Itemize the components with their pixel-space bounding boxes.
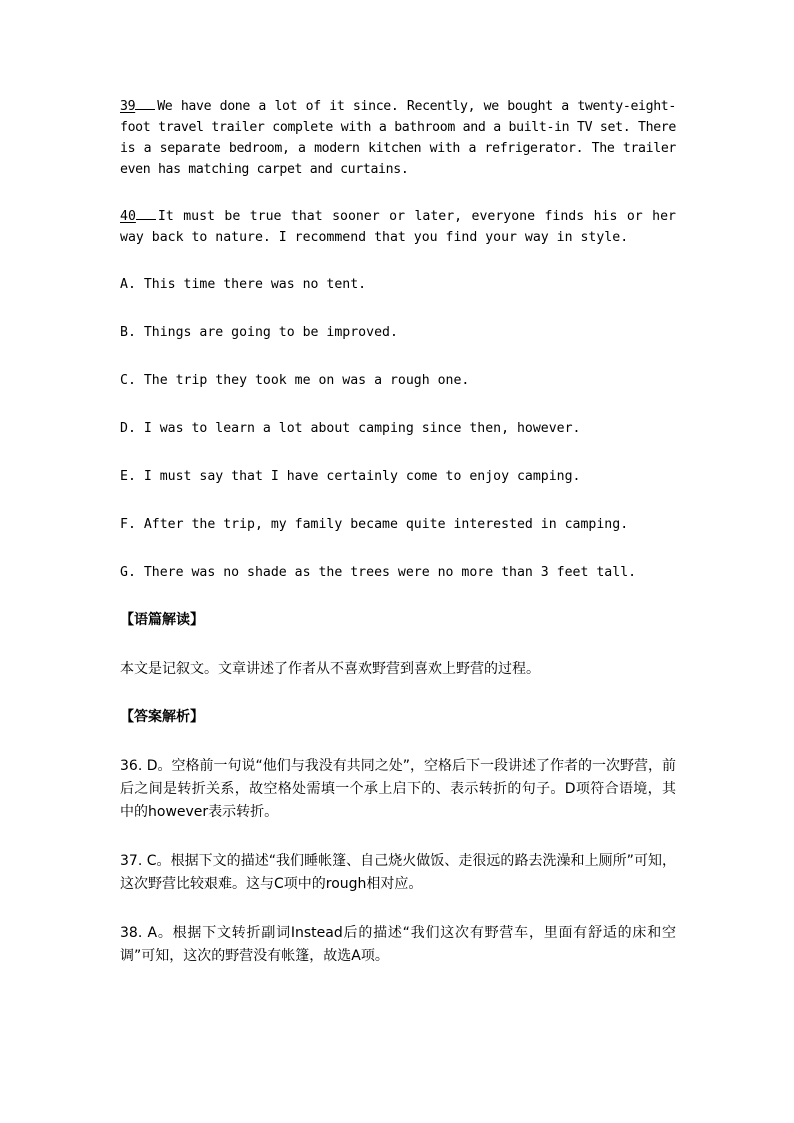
question-number: 40 xyxy=(120,209,136,224)
reading-heading: 【语篇解读】 xyxy=(120,612,204,628)
paragraph-text: We have done a lot of it since. Recently, we bought a twenty-eight-foot travel trailer complete with a bathroom and a built-in TV set. There is a separate bedroom, a modern kitchen with a refrigerator. The trailer even has matching carpet and curtains. xyxy=(120,99,676,177)
option-e: E. I must say that I have certainly come to enjoy camping. xyxy=(120,469,581,484)
question-number: 39 xyxy=(120,99,136,114)
analysis-item-37: 37. C。根据下文的描述“我们睡帐篷、自己烧火做饭、走很远的路去洗澡和上厕所”可知，这次野营比较艰难。这与C项中的rough相对应。 xyxy=(120,853,676,892)
option-c: C. The trip they took me on was a rough one. xyxy=(120,373,470,388)
analysis-item-36: 36. D。空格前一句说“他们与我没有共同之处”，空格后下一段讲述了作者的一次野营，前后之间是转折关系，故空格处需填一个承上启下的、表示转折的句子。D项符合语境，其中的however表示转折。 xyxy=(120,758,676,820)
option-d: D. I was to learn a lot about camping since then, however. xyxy=(120,421,581,436)
option-g: G. There was no shade as the trees were no more than 3 feet tall. xyxy=(120,565,637,580)
reading-summary: 本文是记叙文。文章讲述了作者从不喜欢野营到喜欢上野营的过程。 xyxy=(120,661,540,677)
blank-line xyxy=(135,96,155,110)
option-b: B. Things are going to be improved. xyxy=(120,325,398,340)
blank-line xyxy=(136,206,156,220)
analysis-heading: 【答案解析】 xyxy=(120,709,204,725)
option-a: A. This time there was no tent. xyxy=(120,277,367,292)
passage-paragraph-40 xyxy=(120,206,676,248)
page-content xyxy=(120,96,676,994)
analysis-item-38: 38. A。根据下文转折副词Instead后的描述“我们这次有野营车，里面有舒适的床和空调”可知，这次的野营没有帐篷，故选A项。 xyxy=(120,925,676,964)
option-f: F. After the trip, my family became quite interested in camping. xyxy=(120,517,629,532)
passage-paragraph-39 xyxy=(120,96,676,180)
paragraph-text: It must be true that sooner or later, everyone finds his or her way back to nature. I recommend that you find your way in style. xyxy=(120,209,676,245)
